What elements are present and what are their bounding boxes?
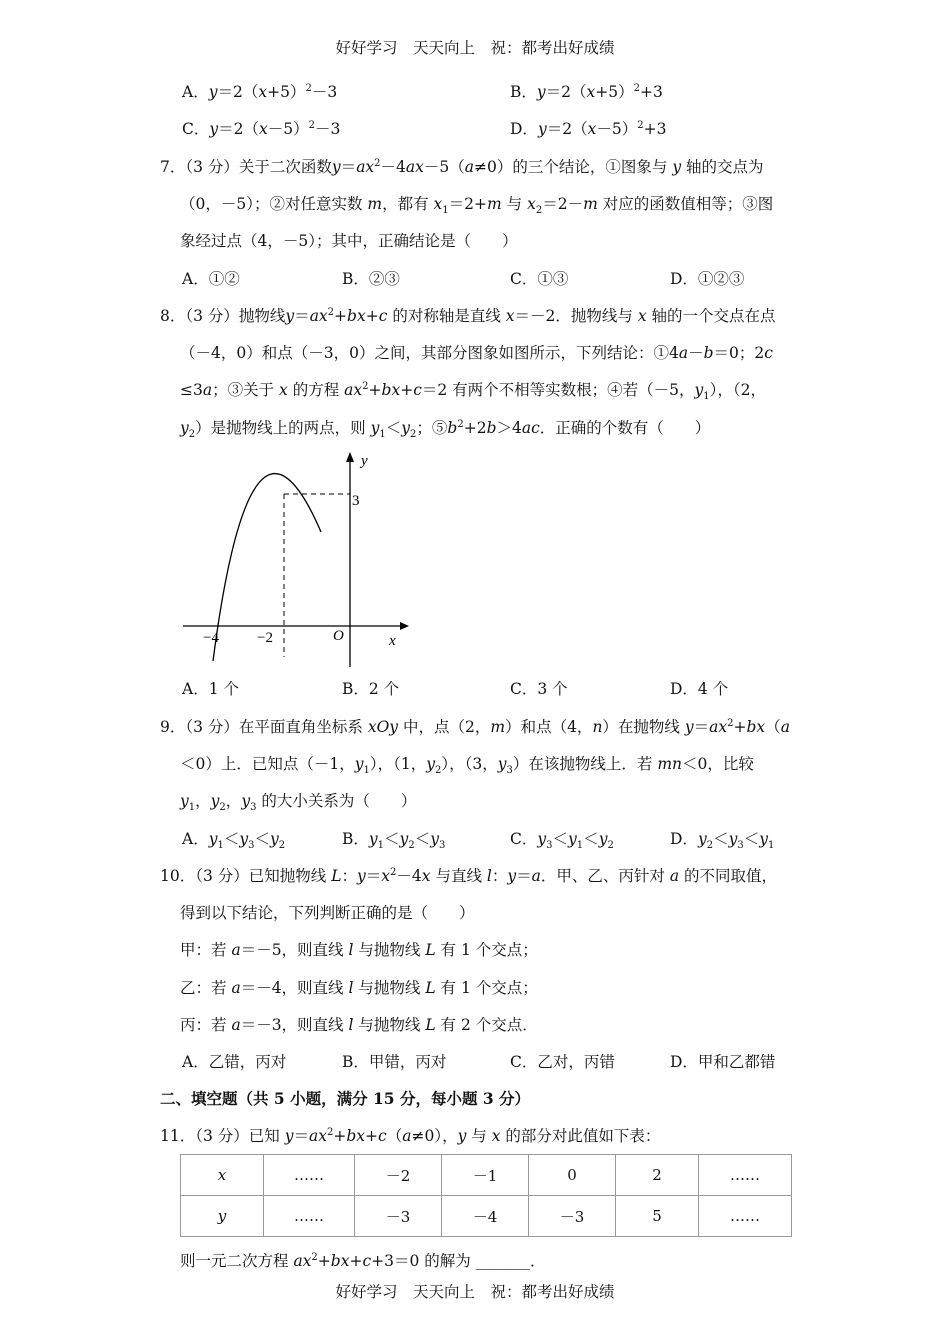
x-label-minus2: −2 [257,630,273,646]
table-cell: …… [264,1196,355,1237]
table-cell: －2 [355,1155,442,1196]
q8-parabola-graph [175,445,420,670]
table-cell: －3 [355,1196,442,1237]
page-footer: 好好学习 天天向上 祝：都考出好成绩 [335,1283,615,1301]
q9-option-d: D．$y_2<y_3<y_1$ [670,830,775,852]
table-cell: y [181,1196,264,1237]
q7-line-2: （0，－5）；②对任意实数 m，都有 $x_1=2+m$ 与 $x_2=2-m$ 对应的函数值相等；③图 [180,195,774,217]
table-cell: …… [264,1155,355,1196]
q9-line-1: 9．（3 分）在平面直角坐标系 xOy 中，点（2，m）和点（4，n）在抛物线 $y=ax^2+bx(a$ [160,717,790,736]
q8-line-1: 8．（3 分）抛物线$y=ax^2+bx+c$ 的对称轴是直线 x＝－2．抛物线与 x 轴的一个交点在点 [160,306,776,325]
table-cell: －3 [529,1196,616,1237]
q10-option-c: C．乙对，丙错 [510,1053,615,1071]
table-cell: 5 [616,1196,699,1237]
q7-option-a: A．①② [182,270,240,288]
y-label-3: 3 [352,493,360,509]
x-axis-label: x [389,633,396,649]
q9-option-c: C．$y_3<y_1<y_2$ [510,830,614,852]
page-header: 好好学习 天天向上 祝：都考出好成绩 [335,39,615,57]
q10-option-d: D．甲和乙都错 [670,1053,776,1071]
x-label-minus4: −4 [203,630,219,646]
q11-line-1: 11．（3 分）已知 $y=ax^2+bx+c(a\ne 0)$，y 与 x 的部分对此值如下表： [160,1126,661,1145]
table-cell: 0 [529,1155,616,1196]
q7-option-c: C．①③ [510,270,569,288]
q10-statement-bing: 丙：若 a＝－3，则直线 l 与抛物线 L 有 2 个交点． [180,1016,538,1034]
q8-line-4: $y_2$）是抛物线上的两点，则 $y_1<y_2$；$⑤b^2+2b>4ac$．正确的个数有（ ） [180,418,711,441]
q6-option-a: A．$y=2(x+5)^2-3$ [182,82,338,101]
table-cell: x [181,1155,264,1196]
table-cell: 2 [616,1155,699,1196]
q9-line-3: $y_1$，$y_2$，$y_3$ 的大小关系为（ ） [180,792,417,814]
q8-option-d: D．4 个 [670,680,729,698]
q8-option-b: B．2 个 [342,680,400,698]
x-axis-arrow [400,622,409,630]
q10-line-2: 得到以下结论，下列判断正确的是（ ） [180,904,475,922]
q7-line-3: 象经过点（4，－5）；其中，正确结论是（ ） [180,232,518,250]
q7-option-b: B．②③ [342,270,400,288]
y-axis-arrow [346,452,354,462]
q6-option-d: D．$y=2(x-5)^2+3$ [510,119,667,138]
table-cell: …… [699,1155,792,1196]
q8-line-2: （－4，0）和点（－3，0）之间，其部分图象如图所示，下列结论：①4a－b＝0；2c [180,344,773,362]
table-cell: －4 [442,1196,529,1237]
q11-value-table [180,1154,792,1237]
q8-line-3: ≤3a；③关于 x 的方程 $ax^2+bx+c=2$ 有两个不相等实数根；④若（－5，$y_1$），（2， [180,380,767,403]
table-row-x [181,1155,792,1196]
q6-option-b: B．$y=2(x+5)^2+3$ [510,82,663,101]
q11-line-2: 则一元二次方程 $ax^2+bx+c+3=0$ 的解为 _______． [180,1251,546,1270]
table-cell: …… [699,1196,792,1237]
q7-line-1: 7．（3 分）关于二次函数$y=ax^2-4ax-5(a\ne 0)$的三个结论，①图象与 y 轴的交点为 [160,157,764,176]
q10-line-1: 10．（3 分）已知抛物线 L：$y=x^2-4x$ 与直线 l：y＝a．甲、乙、丙针对 a 的不同取值， [160,866,778,885]
origin-label: O [333,628,344,644]
q9-option-b: B．$y_1<y_2<y_3$ [342,830,446,852]
table-cell: －1 [442,1155,529,1196]
q10-statement-yi: 乙：若 a＝－4，则直线 l 与抛物线 L 有 1 个交点； [180,979,538,997]
section-2-title: 二、填空题（共 5 小题，满分 15 分，每小题 3 分） [160,1089,531,1108]
q8-option-c: C．3 个 [510,680,568,698]
q10-statement-jia: 甲：若 a＝－5，则直线 l 与抛物线 L 有 1 个交点； [180,941,538,959]
q11-answer-blank[interactable]: _______ [475,1252,530,1270]
q9-option-a: A．$y_1<y_3<y_2$ [182,830,286,852]
q8-option-a: A．1 个 [182,680,239,698]
q7-option-d: D．①②③ [670,270,745,288]
q10-option-a: A．乙错，丙对 [182,1053,287,1071]
y-axis-label: y [361,453,368,469]
q6-option-c: C．$y=2(x-5)^2-3$ [182,119,341,138]
q9-line-2: ＜0）上．已知点（－1，$y_1$），（1，$y_2$），（3，$y_3$）在该抛物线上．若 mn＜0，比较 [180,755,754,777]
q10-option-b: B．甲错，丙对 [342,1053,447,1071]
table-row-y [181,1196,792,1237]
